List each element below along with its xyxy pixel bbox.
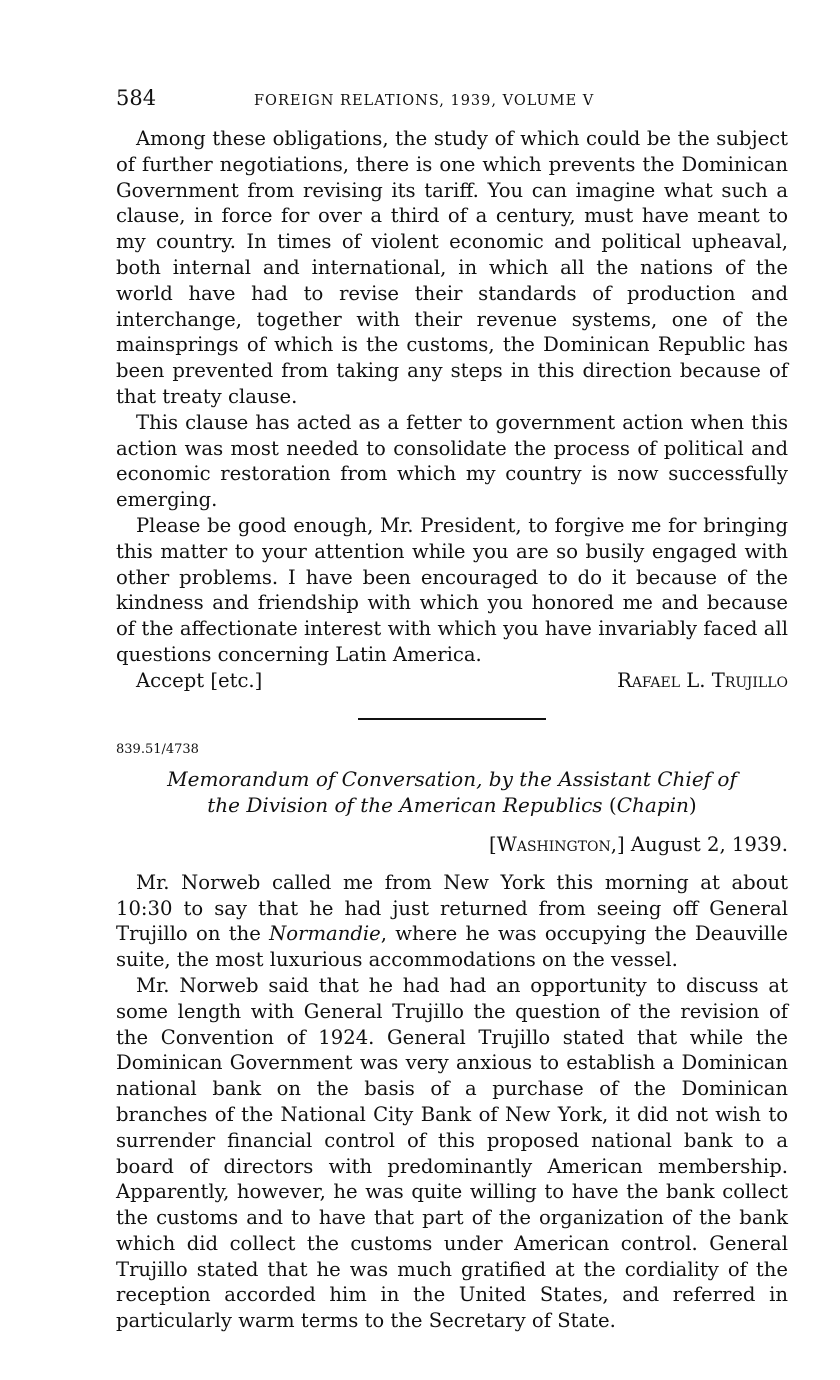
memo-body bbox=[116, 870, 788, 1334]
running-title: FOREIGN RELATIONS, 1939, VOLUME V bbox=[254, 93, 595, 109]
memo-paragraph bbox=[116, 870, 788, 973]
letter-paragraph: This clause has acted as a fetter to government action when this action was most needed to consolidate the process of political and economic restoration from which my country is now successfully emerging. bbox=[116, 410, 788, 512]
memo-paragraph-1-start: Mr. Norweb called me from New York this morning at about 10:30 to say that he had just returned from seeing off General Trujillo on the bbox=[116, 870, 788, 946]
dateline-date: August 2, 1939. bbox=[624, 832, 788, 856]
file-number: 839.51/4738 bbox=[116, 741, 199, 757]
section-divider bbox=[358, 718, 546, 720]
dateline bbox=[116, 832, 788, 860]
letter-closing: Accept [etc.] bbox=[136, 668, 263, 692]
running-header bbox=[116, 86, 788, 116]
letter-body bbox=[116, 126, 788, 694]
ship-name: Normandie bbox=[269, 922, 381, 946]
letter-paragraph: Please be good enough, Mr. President, to forgive me for bringing this matter to your attention while you are so busily engaged with other problems. I have been encouraged to do it because of the kindness and friendship with which you honored me and because of the affectionate interest with which you have invariably faced all questions concerning Latin America. bbox=[116, 513, 788, 666]
memo-title-line-1: Memorandum of Conversation, by the Assistant Chief of bbox=[167, 766, 737, 791]
memo-title-division: the Division of the American Republics bbox=[207, 792, 603, 817]
signature-line bbox=[116, 668, 788, 694]
memo-title-paren-close: ) bbox=[688, 792, 697, 817]
page-number: 584 bbox=[116, 86, 157, 110]
memo-title bbox=[116, 766, 788, 818]
memo-title-paren-open: ( bbox=[602, 792, 617, 817]
memo-title-line-2 bbox=[116, 792, 788, 818]
memo-paragraph: Mr. Norweb said that he had had an opportunity to discuss at some length with General Trujillo the question of the revision of the Convention of 1924. General Trujillo stated that while the Dominican Government was very anxious to establish a Dominican national bank on the basis of a purchase of the Dominican branches of the National City Bank of New York, it did not wish to surrender financial control of this proposed national bank to a board of directors with predominantly American membership. Apparently, however, he was quite willing to have the bank collect the customs and to have that part of the organization of the bank which did collect the customs under American control. General Trujillo stated that he was much gratified at the cordiality of the reception accorded him in the United States, and referred in particularly warm terms to the Secretary of State. bbox=[116, 973, 788, 1333]
memo-paragraph-1-end: , where he was occupying the Deauville suite, the most luxurious accommodations on the vessel. bbox=[116, 922, 788, 972]
letter-paragraph: Among these obligations, the study of which could be the subject of further negotiations, there is one which prevents the Dominican Government from revising its tariff. You can imagine what such a clause, in force for over a third of a century, must have meant to my country. In times of violent economic and political upheaval, both internal and international, in which all the nations of the world have had to revise their standards of production and interchange, together with their revenue systems, one of the mainsprings of which is the customs, the Dominican Republic has been prevented from taking any steps in this direction because of that treaty clause. bbox=[116, 127, 788, 408]
letter-signature: Rafael L. Trujillo bbox=[617, 668, 788, 692]
document-page bbox=[116, 86, 788, 1334]
dateline-place: [Washington,] bbox=[489, 832, 625, 856]
memo-title-author: Chapin bbox=[616, 792, 689, 817]
